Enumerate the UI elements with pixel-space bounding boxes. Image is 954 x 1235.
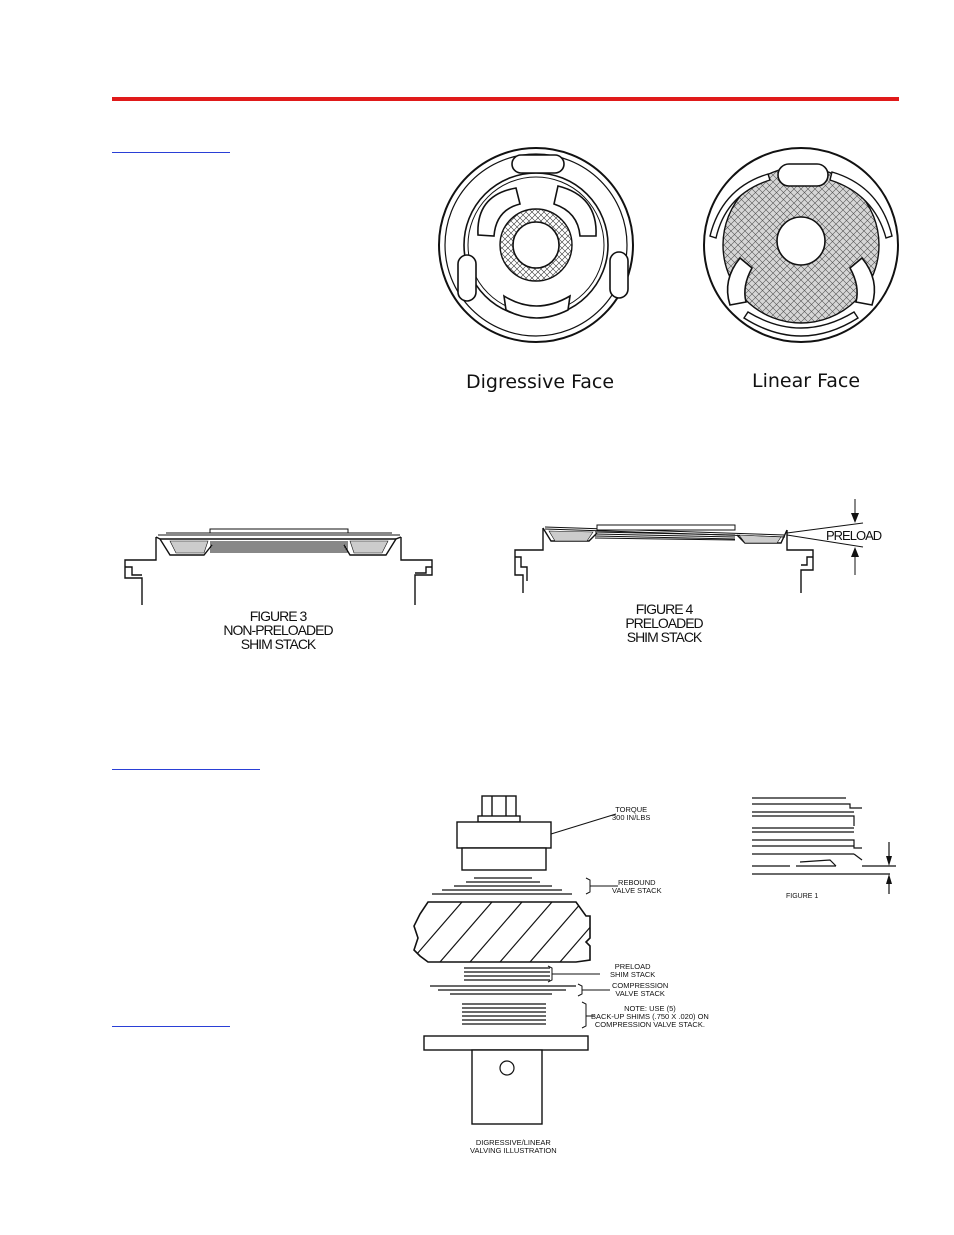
section-link-1[interactable]: [112, 152, 230, 153]
torque-line2: 300 IN/LBS: [612, 813, 651, 822]
compression-line1: COMPRESSION: [612, 981, 669, 990]
valving-illustration-diagram: [400, 790, 720, 1130]
figure3-line3: SHIM STACK: [240, 636, 316, 652]
figure4-shim-stack-diagram: [505, 495, 895, 600]
preload-shim-line2: SHIM STACK: [610, 970, 656, 979]
note-line3: COMPRESSION VALVE STACK.: [594, 1020, 705, 1029]
note-line1: NOTE: USE (5): [624, 1004, 676, 1013]
section-link-2[interactable]: [112, 769, 260, 770]
figure3-line2: NON-PRELOADED: [223, 622, 333, 638]
figure1-label: FIGURE 1: [786, 893, 819, 900]
figure4-line3: SHIM STACK: [626, 629, 702, 645]
rebound-line2: VALVE STACK: [612, 886, 662, 895]
note-line2: BACK-UP SHIMS (.750 X .020) ON: [591, 1012, 709, 1021]
header-rule: [112, 97, 899, 101]
valving-title-line1: DIGRESSIVE/LINEAR: [475, 1138, 551, 1147]
valving-title-line2: VALVING ILLUSTRATION: [470, 1146, 557, 1155]
digressive-face-label: Digressive Face: [466, 371, 615, 393]
figure4-caption: [604, 602, 724, 644]
rebound-line1: REBOUND: [618, 878, 656, 887]
figure4-line1: FIGURE 4: [635, 601, 693, 617]
figure3-shim-stack-diagram: [118, 525, 448, 610]
piston-faces-diagram: [430, 140, 910, 360]
torque-label: [612, 806, 650, 822]
figure1-detail-diagram: [750, 794, 900, 898]
backup-shims-note: [591, 1005, 709, 1029]
torque-line1: TORQUE: [615, 805, 648, 814]
figure3-line1: FIGURE 3: [249, 608, 307, 624]
compression-label: [612, 982, 668, 998]
linear-face-label: Linear Face: [752, 370, 861, 392]
figure4-line2: PRELOADED: [625, 615, 703, 631]
figure3-caption: [218, 609, 338, 651]
linear-face-icon: [704, 148, 898, 342]
rebound-label: [612, 879, 662, 895]
preload-shim-label: [610, 963, 655, 979]
valving-illustration-title: [470, 1139, 557, 1155]
section-link-3[interactable]: [112, 1026, 230, 1027]
compression-line2: VALVE STACK: [615, 989, 665, 998]
digressive-face-icon: [439, 148, 633, 342]
preload-label: PRELOAD: [826, 528, 882, 543]
preload-shim-line1: PRELOAD: [614, 962, 651, 971]
